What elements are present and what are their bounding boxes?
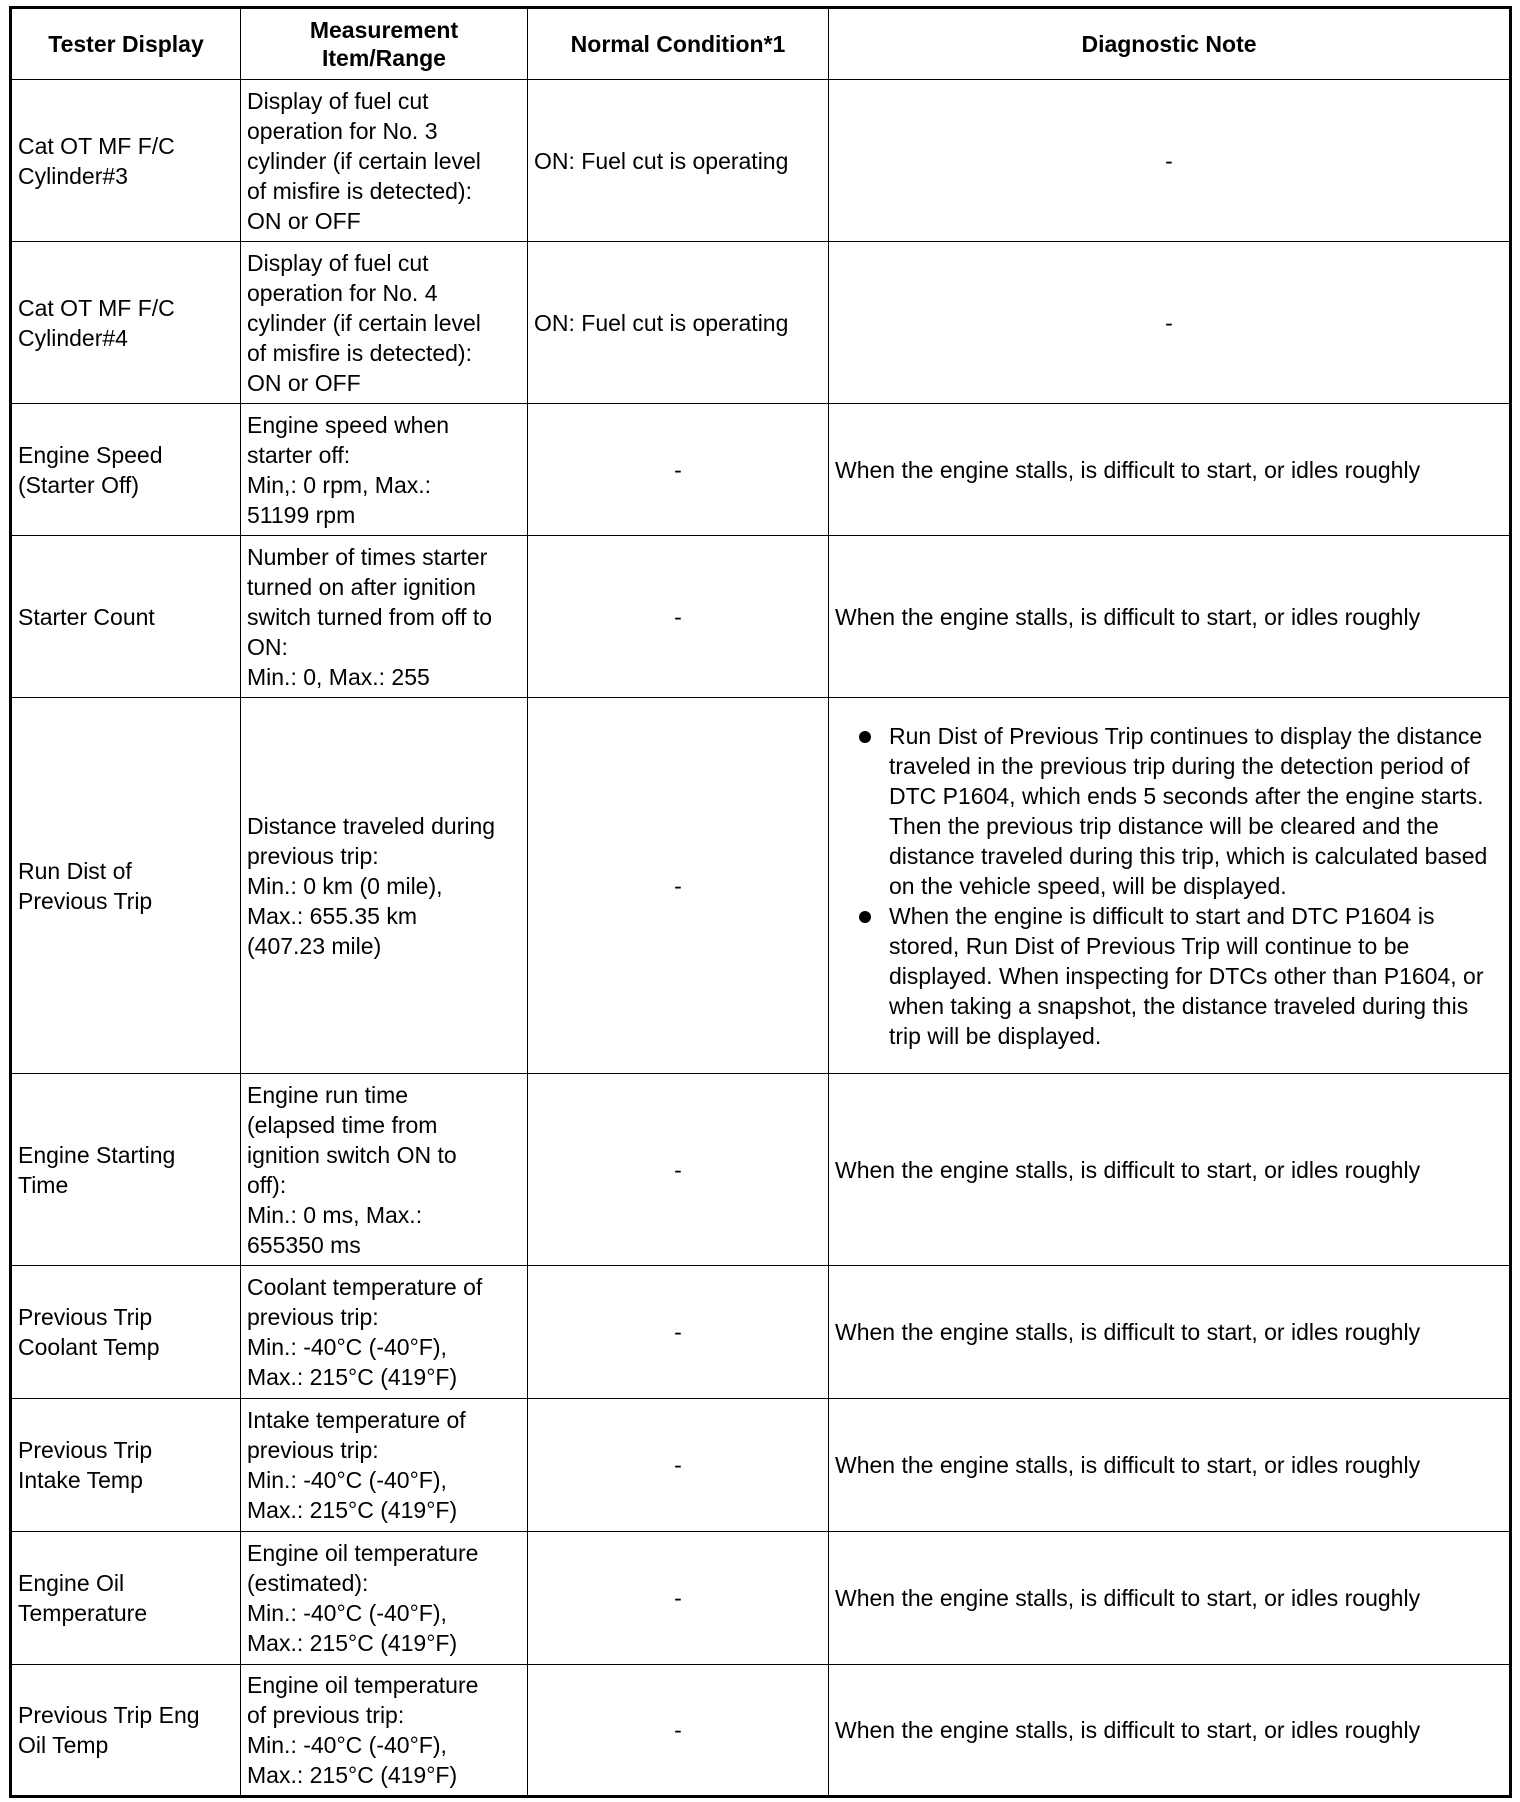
- table-row: [11, 242, 1511, 404]
- normal-condition-cell: ON: Fuel cut is operating: [528, 80, 829, 242]
- table-row: [11, 1266, 1511, 1399]
- data-list-table: [9, 6, 1512, 1798]
- diagnostic-note-cell: -: [829, 242, 1511, 404]
- header-normal-condition: Normal Condition*1: [528, 8, 829, 80]
- table-row: [11, 404, 1511, 536]
- normal-condition-cell: -: [528, 404, 829, 536]
- diagnostic-note-cell: When the engine stalls, is difficult to start, or idles roughly: [829, 1532, 1511, 1665]
- diagnostic-note-cell: When the engine stalls, is difficult to start, or idles roughly: [829, 1074, 1511, 1266]
- table-row: [11, 1074, 1511, 1266]
- spec-sheet: [9, 6, 1509, 1798]
- header-diagnostic-note: Diagnostic Note: [829, 8, 1511, 80]
- normal-condition-cell: -: [528, 1399, 829, 1532]
- normal-condition-cell: -: [528, 1266, 829, 1399]
- diagnostic-note-cell: -: [829, 80, 1511, 242]
- measurement-cell: Engine oil temperature of previous trip: Min.: -40°C (-40°F), Max.: 215°C (419°F): [241, 1665, 528, 1797]
- tester-display-cell: Starter Count: [11, 536, 241, 698]
- bullet-text: Run Dist of Previous Trip continues to display the distance traveled in the previous trip during the detection period of DTC P1604, which ends 5 seconds after the engine starts. Then the previous trip distance will be cleared and the distance traveled during this trip, which is calculated based on the vehicle speed, will be displayed.: [889, 722, 1488, 899]
- bullet-text: When the engine is difficult to start and DTC P1604 is stored, Run Dist of Previous Trip will continue to be displayed. When inspecting for DTCs other than P1604, or when taking a snapshot, the distance traveled during this trip will be displayed.: [889, 902, 1484, 1049]
- normal-condition-cell: -: [528, 1532, 829, 1665]
- normal-condition-cell: -: [528, 698, 829, 1074]
- bullet-icon: [859, 731, 871, 743]
- diagnostic-note-cell: When the engine stalls, is difficult to start, or idles roughly: [829, 404, 1511, 536]
- table-row: [11, 80, 1511, 242]
- measurement-cell: Display of fuel cut operation for No. 4 cylinder (if certain level of misfire is detected): ON or OFF: [241, 242, 528, 404]
- measurement-cell: Number of times starter turned on after ignition switch turned from off to ON: Min.: 0, Max.: 255: [241, 536, 528, 698]
- header-tester-display: Tester Display: [11, 8, 241, 80]
- measurement-cell: Coolant temperature of previous trip: Min.: -40°C (-40°F), Max.: 215°C (419°F): [241, 1266, 528, 1399]
- measurement-cell: Engine oil temperature (estimated): Min.: -40°C (-40°F), Max.: 215°C (419°F): [241, 1532, 528, 1665]
- measurement-cell: Distance traveled during previous trip: Min.: 0 km (0 mile), Max.: 655.35 km (407.23 mile): [241, 698, 528, 1074]
- diagnostic-note-cell: When the engine stalls, is difficult to start, or idles roughly: [829, 1665, 1511, 1797]
- list-item: [835, 901, 1503, 1051]
- table-row: [11, 698, 1511, 1074]
- diagnostic-note-cell: When the engine stalls, is difficult to start, or idles roughly: [829, 1399, 1511, 1532]
- tester-display-cell: Cat OT MF F/C Cylinder#4: [11, 242, 241, 404]
- table-row: [11, 536, 1511, 698]
- tester-display-cell: Run Dist of Previous Trip: [11, 698, 241, 1074]
- tester-display-cell: Engine Speed (Starter Off): [11, 404, 241, 536]
- diagnostic-note-list: [835, 721, 1503, 1051]
- tester-display-cell: Engine Oil Temperature: [11, 1532, 241, 1665]
- header-measurement: Measurement Item/Range: [241, 8, 528, 80]
- tester-display-cell: Engine Starting Time: [11, 1074, 241, 1266]
- diagnostic-note-cell: [829, 698, 1511, 1074]
- measurement-cell: Display of fuel cut operation for No. 3 cylinder (if certain level of misfire is detected): ON or OFF: [241, 80, 528, 242]
- diagnostic-note-cell: When the engine stalls, is difficult to start, or idles roughly: [829, 1266, 1511, 1399]
- tester-display-cell: Cat OT MF F/C Cylinder#3: [11, 80, 241, 242]
- header-row: [11, 8, 1511, 80]
- normal-condition-cell: -: [528, 1665, 829, 1797]
- list-item: [835, 721, 1503, 901]
- table-row: [11, 1665, 1511, 1797]
- table-row: [11, 1532, 1511, 1665]
- measurement-cell: Engine speed when starter off: Min,: 0 rpm, Max.: 51199 rpm: [241, 404, 528, 536]
- tester-display-cell: Previous Trip Intake Temp: [11, 1399, 241, 1532]
- normal-condition-cell: -: [528, 536, 829, 698]
- tester-display-cell: Previous Trip Eng Oil Temp: [11, 1665, 241, 1797]
- table-row: [11, 1399, 1511, 1532]
- diagnostic-note-cell: When the engine stalls, is difficult to start, or idles roughly: [829, 536, 1511, 698]
- measurement-cell: Intake temperature of previous trip: Min.: -40°C (-40°F), Max.: 215°C (419°F): [241, 1399, 528, 1532]
- normal-condition-cell: -: [528, 1074, 829, 1266]
- tester-display-cell: Previous Trip Coolant Temp: [11, 1266, 241, 1399]
- normal-condition-cell: ON: Fuel cut is operating: [528, 242, 829, 404]
- measurement-cell: Engine run time (elapsed time from ignition switch ON to off): Min.: 0 ms, Max.: 655350 ms: [241, 1074, 528, 1266]
- bullet-icon: [859, 911, 871, 923]
